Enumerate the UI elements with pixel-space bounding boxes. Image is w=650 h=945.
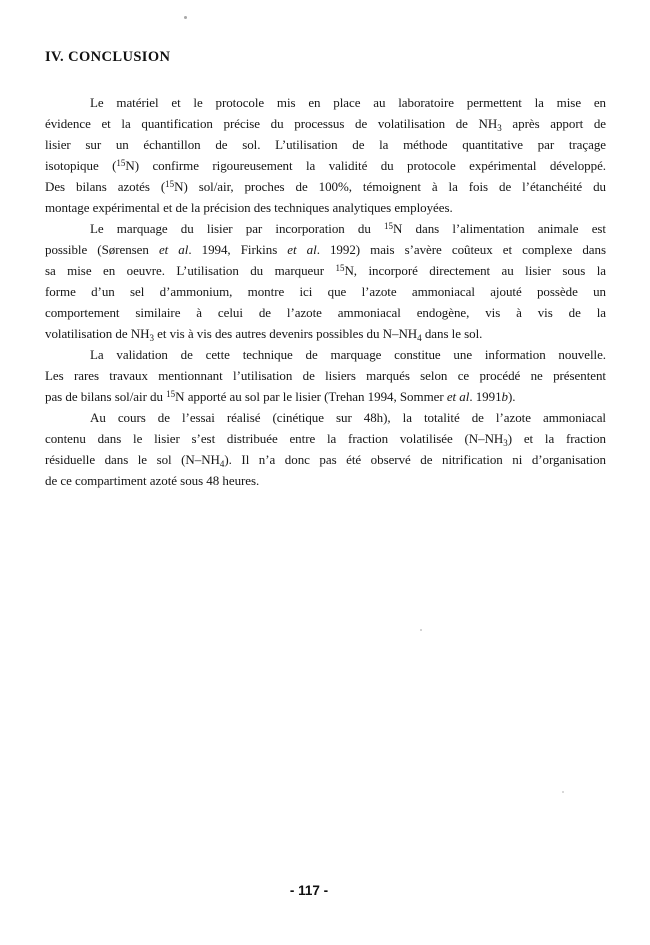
text-line: évidence et la quantification précise du processus de volatilisation de $NH_3$ après apport de [45,116,607,133]
text-line: isotopique ($^{15}$N) confirme rigoureusement la validité du protocole expérimental développé. [45,157,606,173]
text-line: Des bilans azotés ($^{15}$N) sol/air, proches de 100%, témoignent à la fois de l’étanchéité du [45,178,606,194]
text-line: La validation de cette technique de marquage constitue une information nouvelle. [90,347,606,362]
section-heading: IV. CONCLUSION [45,49,171,65]
text-line: Le marquage du lisier par incorporation du $^{15}$N dans l’alimentation animale est [90,220,606,236]
scan-speck [420,629,422,631]
text-line: Les rares travaux mentionnant l’utilisation de lisiers marqués selon ce procédé ne présentent [45,368,606,383]
text-line: contenu dans le lisier s’est distribuée entre la fraction volatilisée $(N-NH_3)$ et la fraction [45,431,606,448]
text-block [45,92,606,491]
text-line: volatilisation de $NH_3$ et vis à vis des autres devenirs possibles du $N-NH_4$ dans le sol. [45,326,483,343]
scan-speck [184,16,187,19]
text-line: Au cours de l’essai réalisé (cinétique sur 48h), la totalité de l’azote ammoniacal [90,410,606,425]
text-line: résiduelle dans le sol $(N-NH_4)$. Il n’a donc pas été observé de nitrification ni d’organisation [45,452,606,469]
text-line: Le matériel et le protocole mis en place au laboratoire permettent la mise en [90,95,606,110]
text-line: comportement similaire à celui de l’azote ammoniacal endogène, vis à vis de la [45,305,606,320]
page-number: - 117 - [289,883,329,898]
text-line: sa mise en oeuvre. L’utilisation du marqueur $^{15}$N, incorporé directement au lisier sous la [45,262,606,278]
text-line: possible (Sørensen et al. 1994, Firkins et al. 1992) mais s’avère coûteux et complexe dans [45,242,606,257]
text-line: pas de bilans sol/air du $^{15}$N apporté au sol par le lisier (Trehan 1994, Sommer et al. 1991b). [45,388,516,404]
text-line: forme d’un sel d’ammonium, montre ici que l’azote ammoniacal ajouté possède un [45,284,606,299]
text-line: de ce compartiment azoté sous 48 heures. [45,473,260,488]
scan-speck [562,791,564,793]
text-line: montage expérimental et de la précision des techniques analytiques employées. [45,200,453,215]
text-line: lisier sur un échantillon de sol. L’utilisation de la méthode quantitative par traçage [45,137,606,152]
